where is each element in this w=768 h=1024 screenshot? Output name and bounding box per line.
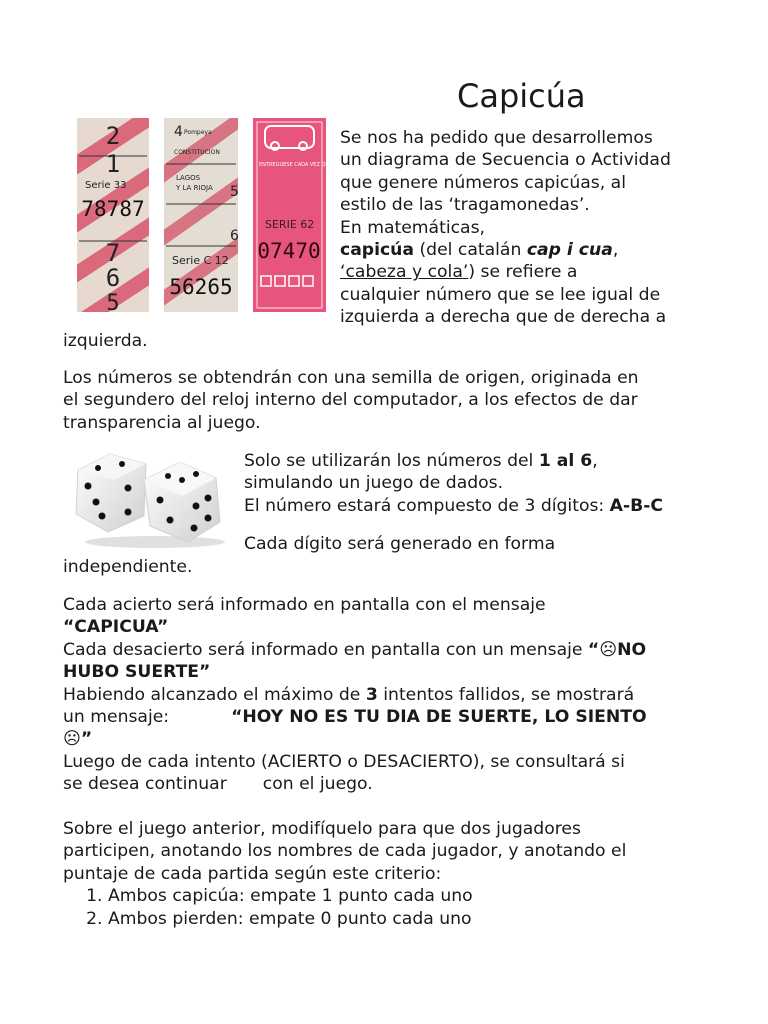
- ticket3-number: 07470: [257, 239, 321, 263]
- bus-tickets-image: [75, 116, 365, 316]
- refers-text: ) se refiere a: [468, 262, 578, 283]
- ticket1-serie: Serie 33: [85, 180, 127, 191]
- final-line: participen, anotando los nombres de cada jugador, y anotando el: [63, 841, 627, 862]
- ticket2-number: 56265: [169, 275, 233, 299]
- final-line: puntaje de cada partida según este criterio:: [63, 863, 442, 884]
- rules-text: se desea continuar: [63, 774, 227, 795]
- ticket1-bot3: 5: [106, 291, 120, 316]
- dice-paragraph: [244, 450, 724, 517]
- rules-text: con el juego.: [262, 774, 373, 795]
- comma: ,: [612, 240, 619, 261]
- intro-line: Se nos ha pedido que desarrollemos: [340, 128, 653, 148]
- catalan-term: cap i cua: [526, 240, 613, 261]
- ticket2-small2: CONSTITUCION: [174, 149, 220, 156]
- paren-text: (del catalán: [414, 240, 527, 261]
- final-line: Sobre el juego anterior, modifíquelo para que dos jugadores: [63, 819, 581, 839]
- abc-bold: A-B-C: [609, 495, 663, 516]
- dice-line: simulando un juego de dados.: [244, 473, 504, 494]
- intro-line: izquierda a derecha que de derecha a: [340, 307, 667, 328]
- dice-line: independiente.: [63, 557, 193, 577]
- intro-definition: [340, 239, 740, 261]
- ticket1-bot1: 7: [105, 239, 121, 267]
- bad-luck-message: “HOY NO ES TU DIA DE SUERTE, LO SIENTO: [231, 707, 647, 728]
- die-left: [76, 454, 146, 532]
- rules-line: [63, 639, 723, 661]
- bad-luck-message-end: ☹”: [63, 729, 93, 750]
- dice-image: [70, 450, 230, 550]
- ticket3-serie: SERIE 62: [265, 218, 315, 231]
- ticket3-caption: ENTREGUESE CADA VEZ QUE SE SOLICITE: [259, 162, 365, 168]
- final-paragraph: [63, 818, 723, 930]
- ticket-image-1: [75, 116, 151, 314]
- ticket2-small4: Y LA RIOJA: [176, 184, 213, 192]
- intro-line: cualquier número que se lee igual de: [340, 284, 661, 305]
- ticket2-small3: LAGOS: [176, 174, 201, 182]
- intro-line: que genere números capicúas, al: [340, 172, 626, 193]
- ticket1-bot2: 6: [105, 264, 121, 292]
- intro-meaning: [340, 261, 740, 283]
- rules-line: [63, 773, 723, 795]
- dice-line: [244, 495, 724, 517]
- dice-text-a: Solo se utilizarán los números del: [244, 451, 539, 471]
- rules-paragraph: [63, 594, 723, 796]
- term-capicua: capicúa: [340, 240, 415, 261]
- seed-line: Los números se obtendrán con una semilla de origen, originada en: [63, 368, 639, 388]
- ticket2-mid2: 6: [230, 228, 239, 244]
- list-item: 1. Ambos capicúa: empate 1 punto cada uno: [108, 885, 723, 907]
- dice-line: Cada dígito será generado en forma: [244, 534, 556, 554]
- meaning-text: ‘cabeza y cola’: [340, 262, 469, 283]
- ticket1-top2: 1: [105, 150, 121, 178]
- intro-line: un diagrama de Secuencia o Actividad: [340, 150, 671, 171]
- ticket1-top1: 2: [105, 122, 121, 150]
- ticket2-small1: Pompeya: [184, 129, 212, 136]
- ticket-image-2: [162, 116, 240, 314]
- seed-line: transparencia al juego.: [63, 412, 261, 433]
- die-right: [144, 462, 220, 542]
- digits-text: El número estará compuesto de 3 dígitos:: [244, 495, 610, 516]
- rules-line: Cada acierto será informado en pantalla con el mensaje: [63, 595, 546, 615]
- rules-text: Habiendo alcanzado el máximo de: [63, 684, 366, 705]
- seed-line: el segundero del reloj interno del computador, a los efectos de dar: [63, 390, 638, 411]
- max-attempts: 3: [365, 684, 378, 705]
- rules-line: Luego de cada intento (ACIERTO o DESACIERTO), se consultará si: [63, 751, 625, 772]
- rules-text: un mensaje:: [63, 707, 170, 728]
- rules-text: Cada desacierto será informado en pantalla con un mensaje: [63, 639, 588, 660]
- no-luck-message: “☹NO: [587, 639, 647, 660]
- ticket1-number: 78787: [81, 197, 145, 221]
- capicua-message: “CAPICUA”: [63, 617, 169, 638]
- rules-line: [63, 706, 723, 728]
- page-title: Capicúa: [457, 77, 586, 115]
- intro-line: estilo de las ‘tragamonedas’.: [340, 195, 590, 216]
- range-bold: 1 al 6: [538, 451, 593, 471]
- ticket2-serie: Serie C 12: [172, 254, 229, 267]
- ticket2-mid1: 5: [230, 184, 239, 200]
- list-item: 2. Ambos pierden: empate 0 punto cada uno: [108, 908, 723, 930]
- criteria-list: [63, 885, 723, 930]
- ticket2-top1: 4: [174, 124, 183, 140]
- intro-paragraph: [340, 127, 740, 329]
- rules-line: [63, 684, 723, 706]
- dice-text-c: ,: [592, 451, 598, 471]
- intro-line-end: izquierda.: [63, 331, 148, 351]
- seed-paragraph: [63, 367, 723, 434]
- dice-line: [244, 450, 724, 472]
- rules-text: intentos fallidos, se mostrará: [377, 684, 635, 705]
- no-luck-message-end: HUBO SUERTE”: [63, 662, 211, 683]
- ticket-image-3: [251, 116, 365, 314]
- intro-line: En matemáticas,: [340, 217, 485, 238]
